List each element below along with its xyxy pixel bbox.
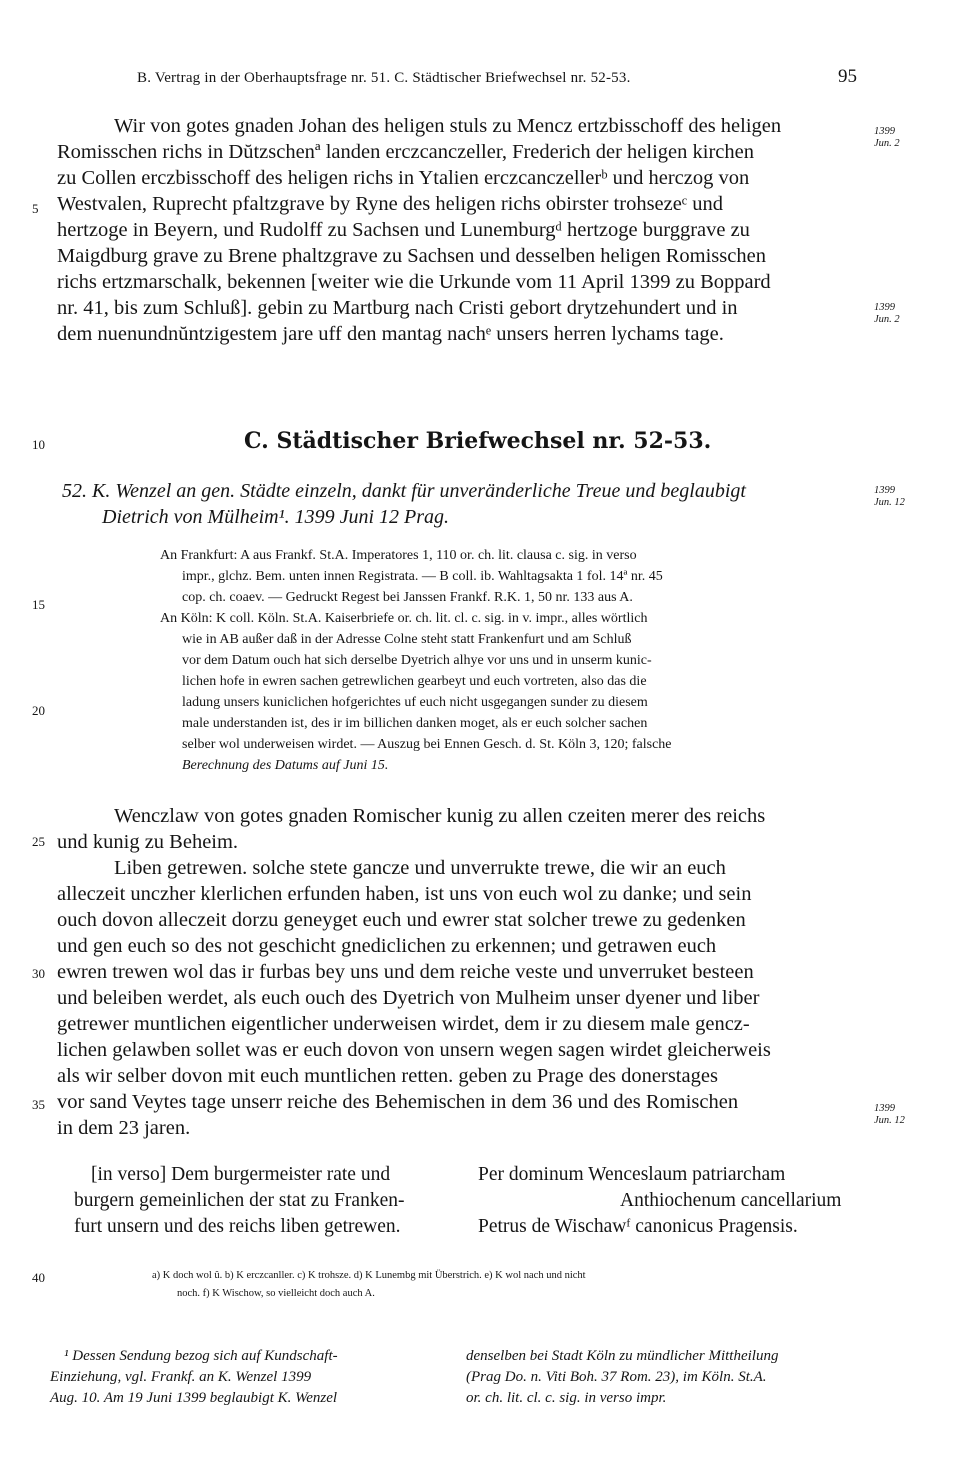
margin-date-year: 1399: [874, 1103, 895, 1114]
line-number: 15: [32, 597, 45, 612]
text-line: alleczeit unczher klerlichen erfunden haben, ist uns von euch wol zu danke; und sein: [57, 883, 752, 905]
note-line: vor dem Datum ouch hat sich derselbe Dyetrich alhye vor uns und in unserm kunic-: [182, 653, 652, 668]
text-line: ouch dovon alleczeit dorzu geneyget euch und ewrer stat solcher trewe zu gedenken: [57, 909, 746, 931]
doc51-text: [57, 113, 781, 347]
variant-line: a) K doch wol û. b) K erczcanller. c) K trohsze. d) K Lunembg mit Überstrich. e) K wol nach und nicht: [152, 1270, 586, 1281]
footnote-line: Einziehung, vgl. Frankf. an K. Wenzel 1399: [50, 1369, 312, 1385]
text-line: vor sand Veytes tage unserr reiche des Behemischen in dem 36 und des Romischen: [57, 1091, 739, 1113]
margin-date: [874, 302, 900, 326]
margin-date-day: Jun. 2: [874, 314, 900, 325]
text-line: in dem 23 jaren.: [57, 1117, 191, 1139]
text-line: lichen gelawben sollet was er euch dovon von unsern wegen sagen wirdet gleicherweis: [57, 1039, 771, 1061]
variant-notes: [152, 1267, 586, 1303]
text-line: als wir selber dovon mit euch muntlichen retten. geben zu Prage des donerstages: [57, 1065, 718, 1087]
note-line: male understanden ist, des ir im billichen danken moget, als er euch solcher sachen: [182, 716, 648, 731]
note-line: impr., glchz. Bem. unten innen Registrata. — B coll. ib. Wahltagsakta 1 fol. 14ª nr. 45: [182, 569, 663, 584]
footnote-line: or. ch. lit. cl. c. sig. in verso impr.: [466, 1390, 667, 1406]
note-line: An Frankfurt: A aus Frankf. St.A. Imperatores 1, 110 or. ch. lit. clausa c. sig. in verso: [160, 548, 637, 563]
regest-52: [62, 478, 746, 530]
section-heading: C. Städtischer Briefwechsel nr. 52-53.: [244, 428, 712, 454]
text-line: Maigdburg grave zu Brene phaltzgrave zu Sachsen und desselben heligen Romisschen: [57, 245, 766, 267]
address-block: [74, 1162, 404, 1240]
note-line: cop. ch. coaev. — Gedruckt Regest bei Janssen Frankf. R.K. 1, 50 nr. 133 aus A.: [182, 590, 633, 605]
footnote-line: ¹ Dessen Sendung bezog sich auf Kundschaft-: [64, 1348, 338, 1364]
subscription-block: [478, 1162, 841, 1240]
text-line: Wenczlaw von gotes gnaden Romischer kunig zu allen czeiten merer des reichs: [114, 805, 766, 827]
margin-date: [874, 126, 900, 150]
subscription-line: Per dominum Wenceslaum patriarcham: [478, 1164, 786, 1185]
margin-date-year: 1399: [874, 126, 895, 137]
note-line: Berechnung des Datums auf Juni 15.: [182, 758, 389, 773]
text-line: Liben getrewen. solche stete gancze und unverrukte trewe, die wir an euch: [114, 857, 726, 879]
line-number: 35: [32, 1097, 45, 1112]
address-line: furt unsern und des reichs liben getrewen.: [74, 1216, 401, 1237]
source-notes: [160, 545, 672, 776]
regest-line: Dietrich von Mülheim¹. 1399 Juni 12 Prag.: [102, 506, 450, 528]
margin-date-day: Jun. 12: [874, 497, 905, 508]
footnote-line: denselben bei Stadt Köln zu mündlicher Mittheilung: [466, 1348, 779, 1364]
note-line: lichen hofe in ewren sachen getrewlichen gearbeyt und euch vortreten, also das die: [182, 674, 647, 689]
margin-date: [874, 1103, 905, 1127]
line-number: 10: [32, 437, 45, 452]
text-line: richs ertzmarschalk, bekennen [weiter wie die Urkunde vom 11 April 1399 zu Boppard: [57, 271, 771, 293]
margin-date: [874, 485, 905, 509]
margin-date-day: Jun. 2: [874, 138, 900, 149]
address-line: burgern gemeinlichen der stat zu Franken-: [74, 1190, 405, 1211]
text-line: Wir von gotes gnaden Johan des heligen stuls zu Mencz ertzbisschoff des heligen: [114, 115, 782, 137]
text-line: zu Collen erczbisschoff des heligen richs in Ytalien erczcanczellerᵇ und herczog von: [57, 167, 750, 189]
margin-date-year: 1399: [874, 302, 895, 313]
margin-date-year: 1399: [874, 485, 895, 496]
text-line: und kunig zu Beheim.: [57, 831, 239, 853]
text-line: und gen euch so des not geschicht gnediclichen zu erkennen; und getrawen euch: [57, 935, 717, 957]
margin-date-day: Jun. 12: [874, 1115, 905, 1126]
running-title: B. Vertrag in der Oberhauptsfrage nr. 51. C. Städtischer Briefwechsel nr. 52-53.: [137, 70, 631, 86]
line-number: 25: [32, 834, 45, 849]
text-line: und beleiben werdet, als euch ouch des Dyetrich von Mulheim unser dyener und liber: [57, 987, 760, 1009]
footnote-right-column: [466, 1346, 778, 1409]
footnote-left-column: [50, 1346, 338, 1409]
text-line: getrewer muntlichen eigentlicher underweisen wirdet, dem ir zu diesem male gencz-: [57, 1013, 750, 1035]
text-line: hertzoge in Beyern, und Rudolff zu Sachsen und Lunemburgᵈ hertzoge burggrave zu: [57, 219, 750, 241]
page-number: 95: [838, 66, 857, 87]
line-number: 5: [32, 201, 39, 216]
note-line: wie in AB außer daß in der Adresse Colne steht statt Frankenfurt und am Schluß: [182, 632, 632, 647]
footnote-line: (Prag Do. n. Viti Boh. 37 Rom. 23), im Köln. St.A.: [466, 1369, 767, 1385]
line-number: 40: [32, 1270, 45, 1285]
line-number: 30: [32, 966, 45, 981]
doc52-body: [57, 803, 771, 1141]
subscription-line: Petrus de Wischawᶠ canonicus Pragensis.: [478, 1216, 798, 1237]
text-line: Westvalen, Ruprecht pfaltzgrave by Ryne des heligen richs obirster trohsezeᶜ und: [57, 193, 723, 215]
note-line: ladung unsers kuniclichen hofgerichtes uf euch nicht usgegangen sunder zu diesem: [182, 695, 648, 710]
note-line: An Köln: K coll. Köln. St.A. Kaiserbriefe or. ch. lit. cl. c. sig. in v. impr., alles wörtlich: [160, 611, 648, 626]
regest-line: 52. K. Wenzel an gen. Städte einzeln, dankt für unveränderliche Treue und beglaubigt: [62, 480, 746, 502]
address-line: [in verso] Dem burgermeister rate und: [91, 1164, 391, 1185]
text-line: nr. 41, bis zum Schluß]. gebin zu Martburg nach Cristi gebort drytzehundert und in: [57, 297, 738, 319]
text-line: Romisschen richs in Dŭtzschenª landen erczcanczeller, Frederich der heligen kirchen: [57, 141, 754, 163]
text-line: ewren trewen wol das ir furbas bey uns und dem reiche veste und unverruket besteen: [57, 961, 754, 983]
footnote-line: Aug. 10. Am 19 Juni 1399 beglaubigt K. Wenzel: [50, 1390, 338, 1406]
subscription-line: Anthiochenum cancellarium: [620, 1190, 842, 1211]
variant-line: noch. f) K Wischow, so vielleicht doch auch A.: [177, 1288, 375, 1299]
line-number: 20: [32, 703, 45, 718]
note-line: selber wol underweisen wirdet. — Auszug bei Ennen Gesch. d. St. Köln 3, 120; falsche: [182, 737, 672, 752]
text-line: dem nuenundnŭntzigestem jare uff den mantag nachᵉ unsers herren lychams tage.: [57, 323, 724, 345]
